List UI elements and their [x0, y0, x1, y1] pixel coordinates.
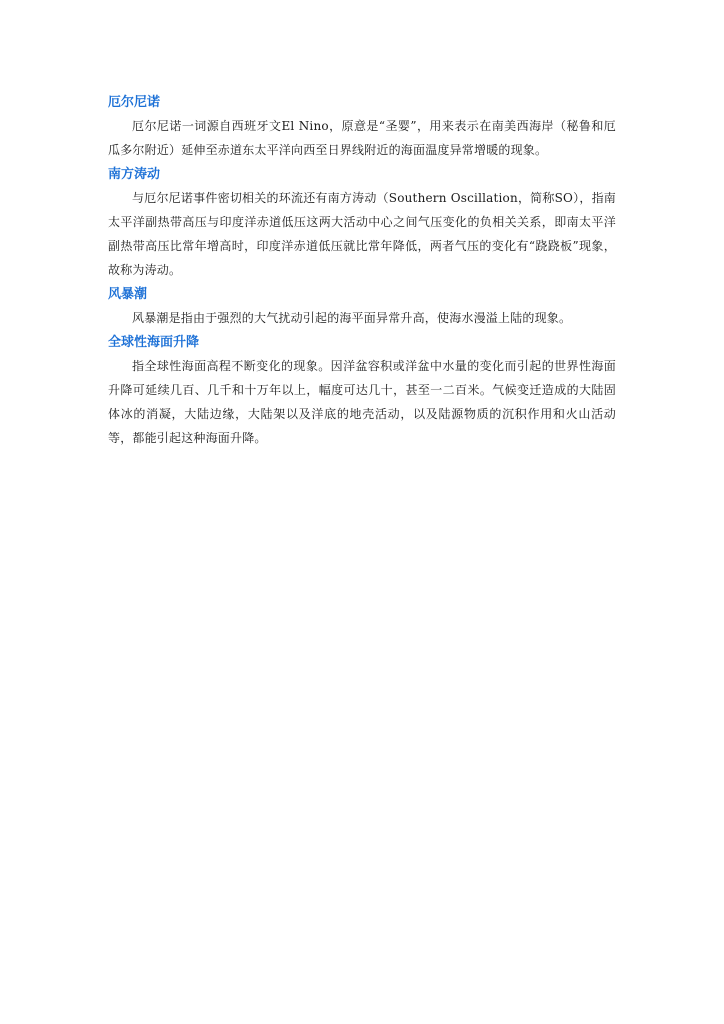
section-storm-surge: [108, 284, 616, 330]
section-el-nino: [108, 92, 616, 162]
section-heading: 厄尔尼诺: [108, 95, 161, 110]
section-paragraph: 指全球性海面高程不断变化的现象。因洋盆容积或洋盆中水量的变化而引起的世界性海面升降可延续几百、几千和十万年以上，幅度可达几十，甚至一二百米。气候变迁造成的大陆固体冰的消凝，大陆边缘，大陆架以及洋底的地壳活动，以及陆源物质的沉积作用和火山活动等，都能引起这种海面升降。: [108, 359, 616, 445]
section-paragraph: 风暴潮是指由于强烈的大气扰动引起的海平面异常升高，使海水漫溢上陆的现象。: [132, 311, 572, 325]
section-heading: 全球性海面升降: [108, 335, 200, 350]
section-southern-oscillation: [108, 164, 616, 282]
section-heading: 南方涛动: [108, 167, 161, 182]
document-page: [108, 92, 616, 452]
section-global-sea-level: [108, 332, 616, 450]
section-heading: 风暴潮: [108, 287, 148, 302]
section-paragraph: 与厄尔尼诺事件密切相关的环流还有南方涛动（Southern Oscillation，简称SO），指南太平洋副热带高压与印度洋赤道低压这两大活动中心之间气压变化的负相关关系，即南太平洋副热带高压比常年增高时，印度洋赤道低压就比常年降低，两者气压的变化有“跷跷板”现象，故称为涛动。: [108, 191, 616, 277]
section-paragraph: 厄尔尼诺一词源自西班牙文El Nino，原意是“圣婴”，用来表示在南美西海岸（秘鲁和厄瓜多尔附近）延伸至赤道东太平洋向西至日界线附近的海面温度异常增暖的现象。: [108, 119, 616, 157]
